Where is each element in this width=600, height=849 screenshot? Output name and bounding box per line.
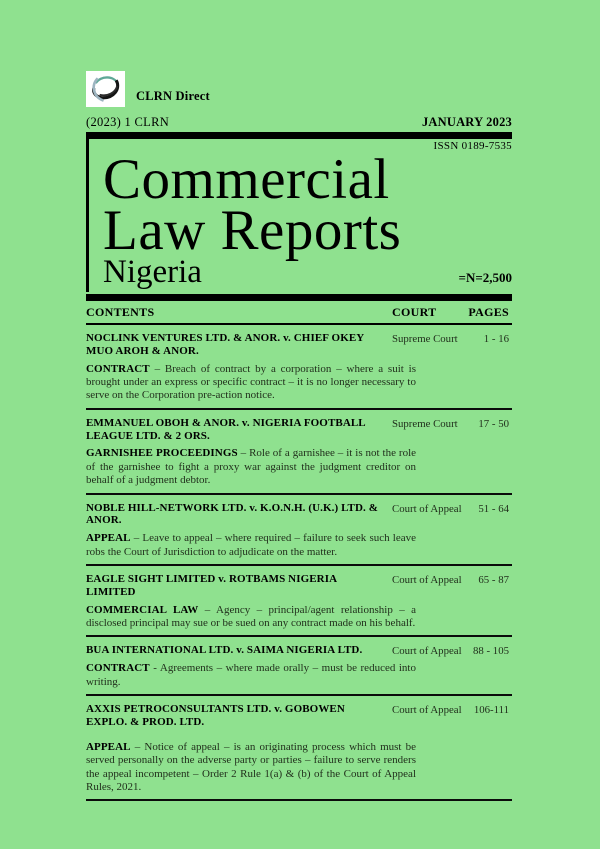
case-summary-text: - Agreements – where made orally – must be reduced into writing. (86, 662, 416, 688)
toc-entry-row (86, 573, 512, 599)
case-court: Court of Appeal (392, 574, 462, 587)
toc-entry (86, 566, 512, 637)
title-bottom-rule (86, 294, 512, 301)
case-court: Court of Appeal (392, 502, 462, 515)
journal-title-line1: Commercial (103, 148, 390, 211)
case-pages: 65 - 87 (478, 574, 509, 587)
pages-column-header: PAGES (468, 305, 509, 319)
toc-entry (86, 495, 512, 566)
title-block (86, 139, 512, 292)
toc-entry (86, 696, 512, 801)
case-court: Supreme Court (392, 333, 458, 345)
case-summary-text: – Agency – principal/agent relationship – a disclosed principal may sue or be sued on any contract made on his behalf. (86, 603, 417, 630)
case-court: Court of Appeal (392, 704, 462, 717)
case-topic: APPEAL (86, 740, 131, 753)
case-summary (86, 741, 416, 795)
toc-entry-row (86, 644, 512, 657)
toc-entry-row (86, 703, 512, 729)
contents-column-header: CONTENTS (86, 305, 155, 319)
case-summary-text: – Leave to appeal – where required – failure to seek such leave robs the Court of Jurisdiction to adjudicate on the matter. (86, 532, 416, 558)
case-title: EMMANUEL OBOH & ANOR. v. NIGERIA FOOTBALL LEAGUE LTD. & 2 ORS. (86, 416, 366, 442)
case-court: Court of Appeal (392, 645, 462, 658)
toc-entry-row (86, 417, 512, 443)
toc-entry-row (86, 332, 512, 358)
toc-entry-row (86, 502, 512, 528)
case-summary-text: – Breach of contract by a corporation – where a suit is brought under an express or specific contract – it is no longer necessary to serve on the Corporation pre-action notice. (86, 362, 416, 402)
case-pages: 1 - 16 (483, 333, 509, 345)
case-pages: 17 - 50 (478, 417, 509, 430)
case-topic: COMMERCIAL LAW (86, 603, 199, 616)
journal-title-line2: Law Reports (103, 199, 402, 262)
citation-row (86, 115, 512, 130)
swirl-globe-icon (88, 73, 123, 105)
volume-citation: (2023) 1 CLRN (86, 115, 170, 129)
case-summary (86, 363, 416, 403)
top-rule (86, 132, 512, 139)
cover-content (86, 0, 512, 801)
case-pages: 51 - 64 (478, 502, 509, 515)
case-title: AXXIS PETROCONSULTANTS LTD. v. GOBOWEN EXPLO. & PROD. LTD. (86, 703, 345, 729)
case-court: Supreme Court (392, 417, 458, 430)
case-summary (86, 532, 416, 559)
case-topic: CONTRACT (86, 362, 150, 375)
toc-entry (86, 410, 512, 495)
court-column-header: COURT (392, 305, 437, 319)
case-title: BUA INTERNATIONAL LTD. v. SAIMA NIGERIA LTD. (86, 644, 363, 657)
case-topic: CONTRACT (86, 662, 150, 675)
toc-entry (86, 637, 512, 696)
case-title: EAGLE SIGHT LIMITED v. ROTBAMS NIGERIA LIMITED (86, 573, 337, 598)
case-pages: 106-111 (473, 704, 509, 717)
brand-row (86, 71, 512, 107)
case-pages: 88 - 105 (473, 645, 509, 658)
clrn-logo (86, 71, 125, 107)
case-summary (86, 662, 416, 689)
case-topic: GARNISHEE PROCEEDINGS (86, 447, 238, 460)
contents-header-row (86, 301, 512, 325)
case-summary-text: – Notice of appeal – is an originating process which must be served personally on the adverse party or parties – failure to serve renders the appeal incompetent – Order 2 Rule 1(a) & (b) of the Court of Appeal Rules, 2021. (86, 740, 416, 794)
brand-name: CLRN Direct (136, 89, 210, 103)
issue-date: JANUARY 2023 (421, 115, 512, 129)
journal-title-line3: Nigeria (103, 254, 202, 290)
case-summary (86, 604, 416, 631)
toc-entry (86, 325, 512, 410)
issn: ISSN 0189-7535 (433, 140, 512, 152)
case-title: NOCLINK VENTURES LTD. & ANOR. v. CHIEF OKEY MUO AROH & ANOR. (86, 332, 364, 357)
case-title: NOBLE HILL-NETWORK LTD. v. K.O.N.H. (U.K.) LTD. & ANOR. (86, 501, 378, 527)
case-summary (86, 447, 416, 487)
case-topic: APPEAL (86, 532, 131, 545)
case-summary-text: – Role of a garnishee – it is not the role of the garnishee to fight a proxy war against the judgment creditor on behalf of a judgment debtor. (86, 447, 417, 487)
cover-price: =N=2,500 (458, 270, 512, 285)
